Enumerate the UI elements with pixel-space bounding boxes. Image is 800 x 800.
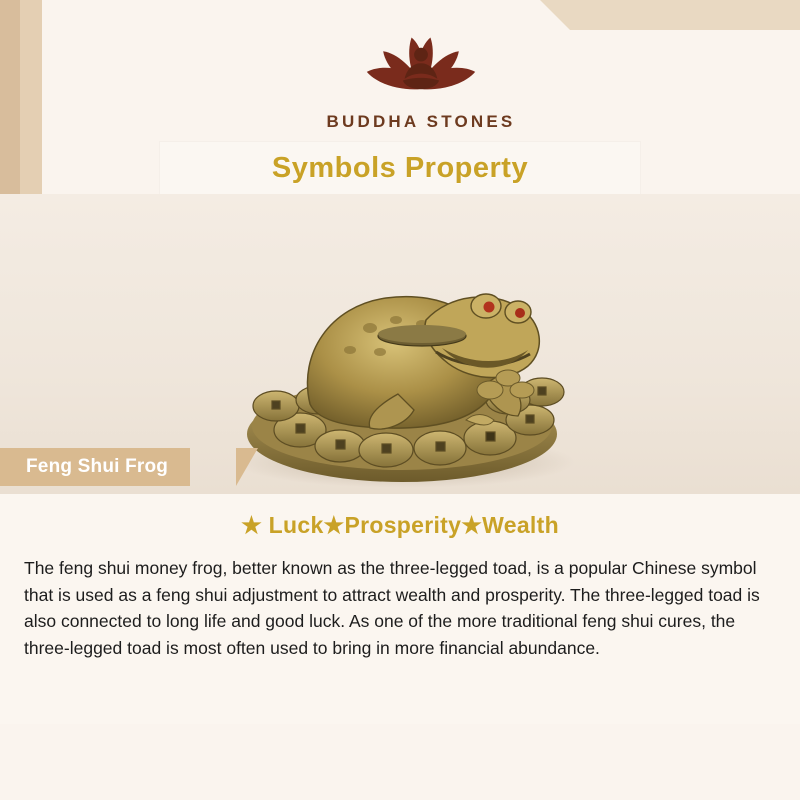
ribbon-tail — [236, 448, 258, 486]
category-label: Feng Shui Frog — [26, 456, 169, 477]
title-bar — [160, 142, 640, 194]
content-block — [0, 494, 800, 724]
bottom-spacer — [0, 724, 800, 800]
brand-name: BUDDHA STONES — [326, 112, 516, 131]
page-title: Symbols Property — [271, 151, 529, 184]
brand-header — [42, 0, 800, 145]
lotus-meditation-figure-icon — [346, 22, 496, 108]
category-ribbon — [0, 448, 190, 486]
tagline: ★ Luck★Prosperity★Wealth — [241, 512, 559, 538]
description-paragraph: The feng shui money frog, better known as the three-legged toad, is a popular Chinese symbol that is used as a feng shui adjustment to attract wealth and prosperity. The three-legged toad is also connected to long life and good luck. As one of the more traditional feng shui cures, the three-legged toad is most often used to bring in more financial abundance. — [24, 558, 760, 658]
